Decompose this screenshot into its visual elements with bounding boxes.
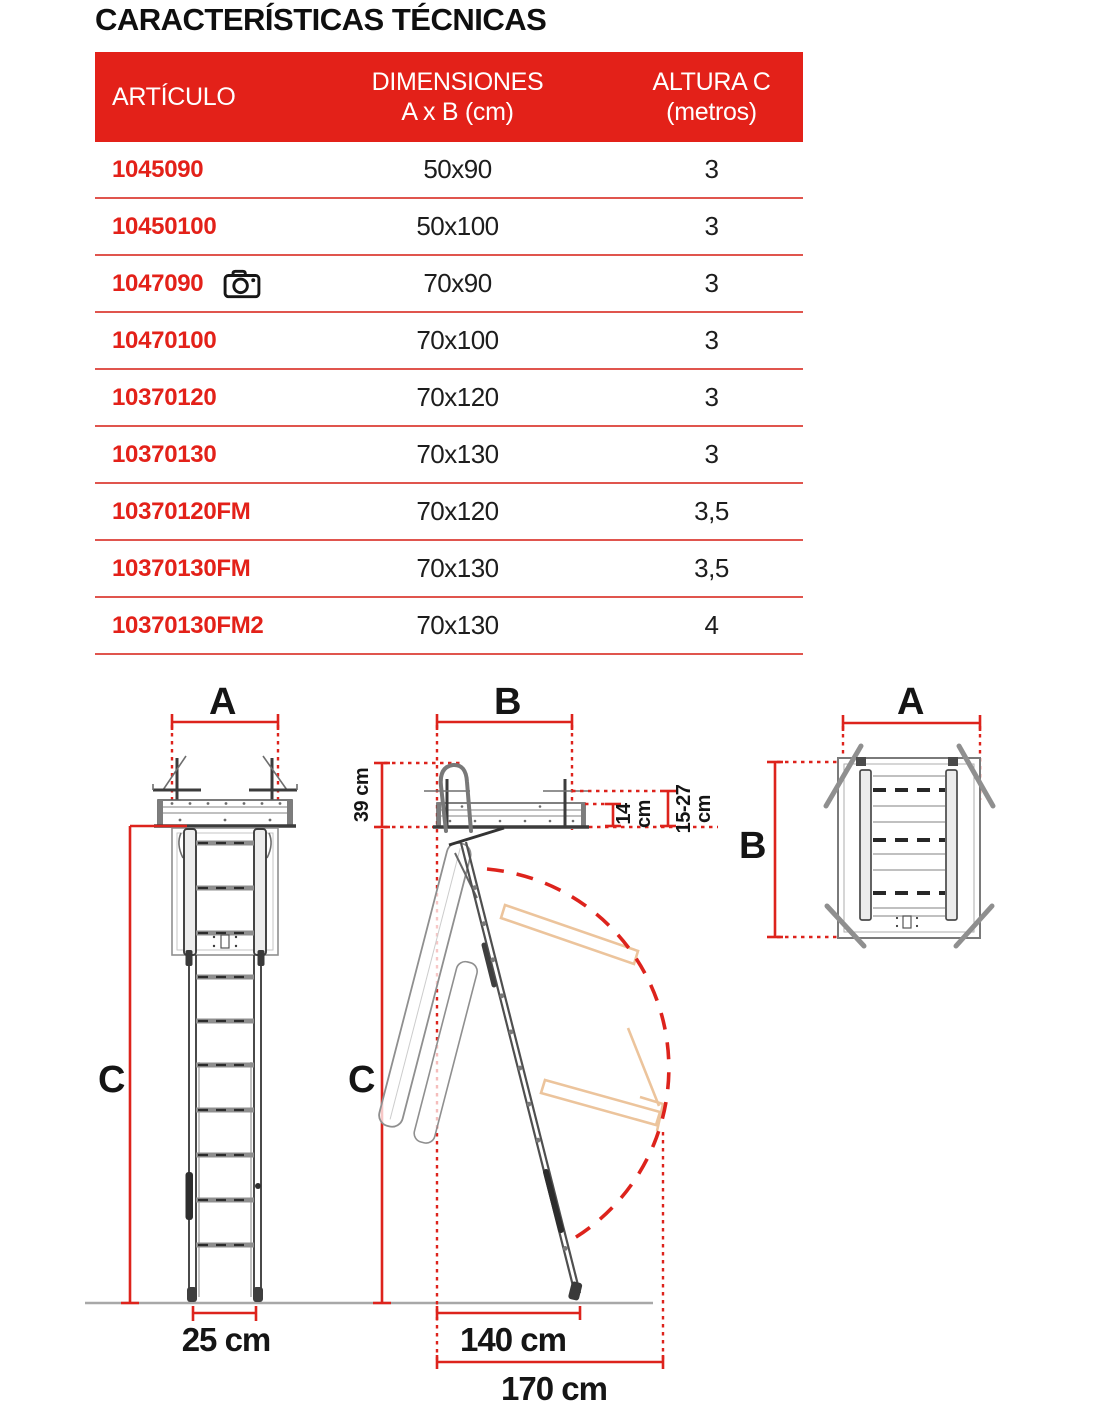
header-dimensions (295, 67, 620, 128)
ladder-foot (253, 1287, 263, 1302)
side-hatch-platform (424, 765, 589, 831)
side-floor-distance-dimension (437, 1306, 580, 1320)
side-height-dimension (373, 829, 391, 1303)
side-above-hatch-value: 39 cm (351, 767, 373, 823)
header-dimensions-line2: A x B (cm) (401, 98, 514, 126)
table-row (95, 199, 803, 256)
side-hook-range-value: 15-27 (673, 784, 695, 834)
page-title: CARACTERÍSTICAS TÉCNICAS (95, 2, 547, 37)
dimensions-value: 70x130 (416, 439, 499, 469)
side-hatch-thickness-value: 14 (613, 803, 635, 825)
header-article (95, 82, 295, 113)
technical-drawings (0, 680, 1100, 1422)
table-row (95, 541, 803, 598)
top-hatch-frame (826, 746, 993, 946)
front-height-label: C (98, 1059, 124, 1101)
dimensions-value: 50x90 (423, 154, 492, 184)
header-height-line2: (metros) (666, 98, 757, 126)
table-row (95, 256, 803, 313)
article-code: 10370130FM (112, 554, 251, 582)
side-hook-range-unit: cm (693, 795, 715, 823)
ladder-foot (187, 1287, 197, 1302)
side-floor-distance-value: 140 cm (460, 1321, 566, 1358)
table-row (95, 313, 803, 370)
side-hatch-thickness-unit: cm (633, 800, 655, 828)
side-swing-clearance-value: 170 cm (501, 1370, 607, 1407)
article-code: 1045090 (112, 155, 204, 183)
height-value: 3,5 (694, 496, 729, 526)
dimensions-value: 70x130 (416, 610, 499, 640)
table-header (95, 52, 803, 142)
table-row (95, 598, 803, 655)
top-view-drawing (739, 681, 993, 946)
top-depth-label: B (739, 825, 765, 867)
front-width-label: A (209, 681, 235, 723)
header-article-label: ARTÍCULO (112, 82, 236, 111)
top-width-label: A (897, 681, 923, 723)
front-width-dimension (172, 714, 278, 800)
front-view-drawing (98, 681, 297, 1358)
side-height-label: C (348, 1059, 374, 1101)
front-ladder-sections (186, 950, 265, 1302)
front-foot-spread-value: 25 cm (181, 1321, 271, 1358)
ladder-foot (568, 1281, 583, 1301)
front-ceiling-frame (154, 800, 296, 826)
height-value: 4 (704, 610, 719, 640)
dimensions-value: 50x100 (416, 211, 499, 241)
dimensions-value: 70x130 (416, 553, 499, 583)
article-code: 10370120 (112, 383, 217, 411)
dimensions-value: 70x120 (416, 382, 499, 412)
header-height-line1: ALTURA C (652, 67, 771, 96)
front-door-box (172, 828, 278, 955)
table-row (95, 484, 803, 541)
article-code: 1047090 (112, 269, 204, 297)
table-row (95, 370, 803, 427)
article-code: 10370130 (112, 440, 217, 468)
side-view-drawing (348, 681, 718, 1407)
camera-icon (223, 268, 261, 299)
article-code: 10370120FM (112, 497, 251, 525)
front-hanger-posts (153, 756, 297, 800)
height-value: 3,5 (694, 553, 729, 583)
table-row (95, 142, 803, 199)
front-foot-spread-dimension (193, 1306, 256, 1321)
height-value: 3 (704, 439, 719, 469)
side-depth-label: B (494, 681, 520, 723)
spec-table (95, 52, 803, 655)
height-value: 3 (704, 154, 719, 184)
article-code: 10470100 (112, 326, 217, 354)
height-value: 3 (704, 211, 719, 241)
header-height (620, 67, 803, 128)
side-door-panels (377, 828, 504, 1145)
height-value: 3 (704, 325, 719, 355)
dimensions-value: 70x90 (423, 268, 492, 298)
dimensions-value: 70x120 (416, 496, 499, 526)
table-row (95, 427, 803, 484)
article-code: 10370130FM2 (112, 611, 264, 639)
article-code: 10450100 (112, 212, 217, 240)
height-value: 3 (704, 268, 719, 298)
header-dimensions-line1: DIMENSIONES (371, 67, 544, 96)
height-value: 3 (704, 382, 719, 412)
dimensions-value: 70x100 (416, 325, 499, 355)
